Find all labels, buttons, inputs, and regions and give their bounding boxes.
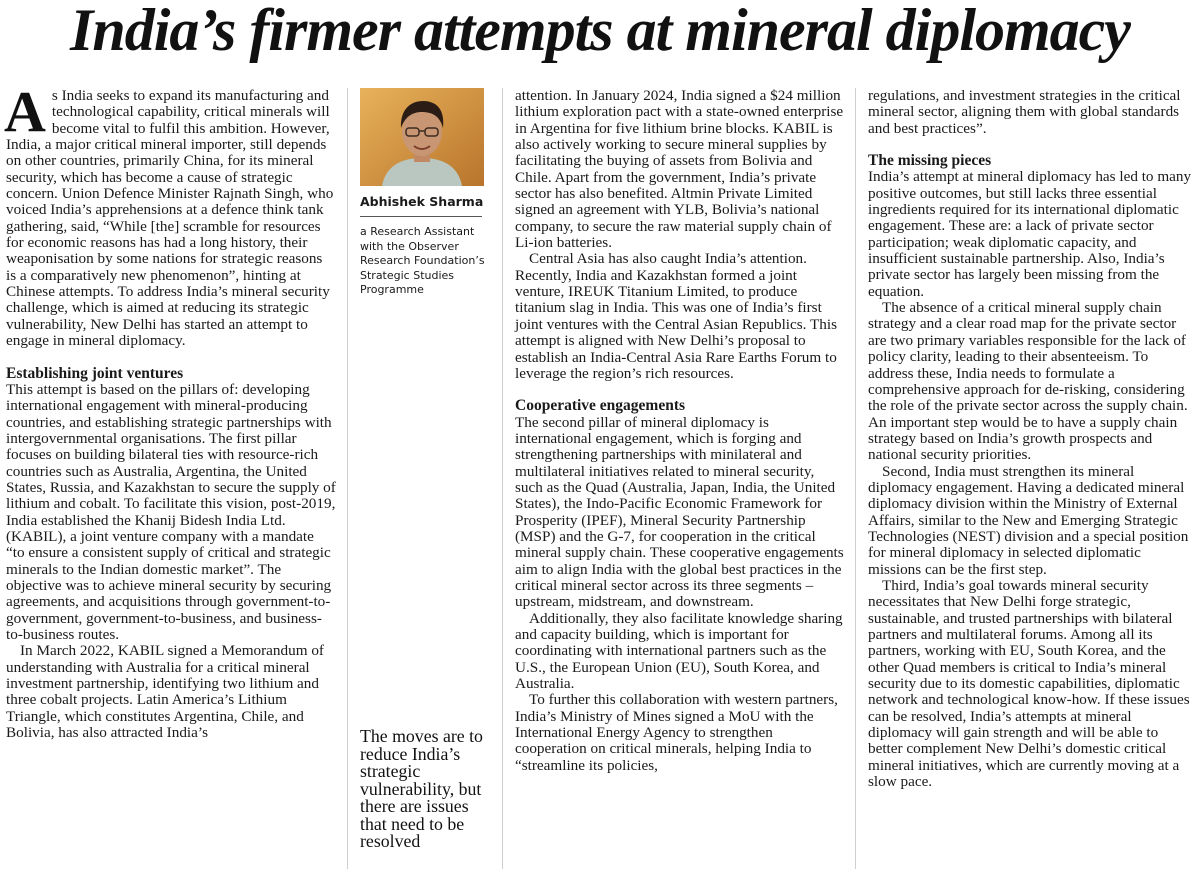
paragraph: Third, India’s goal towards mineral security necessitates that New Delhi forge strategic, sustainable, and trusted partnerships with bilateral partners and multilateral forums. Among all its partners, working with EU, South Korea, and the other Quad members is critical to India’s mineral security due to its domestic capabilities, diplomatic network and technological know-how. If these issues can be resolved, India’s attempts at mineral diplomacy will gain strength and will be able to better complement New Delhi’s domestic critical mineral initiatives, which are currently moving at a slow pace.	[868, 576, 1190, 791]
paragraph: This attempt is based on the pillars of: developing international engagement with mineral-producing countries, and establishing strategic partnerships with intergovernmental organisations. The first pillar focuses on building bilateral ties with resource-rich countries such as Australia, Argentina, the United States, Russia, and Kazakhstan to secure the supply of lithium and cobalt. To facilitate this vision, post-2019, India established the Khanij Bidesh India Ltd. (KABIL), a joint venture company with a mandate “to ensure a consistent supply of critical and strategic minerals to the Indian domestic market”. The objective was to achieve mineral security by securing agreements, and acquisitions through government-to-government, government-to-business, and business-to-business routes.	[6, 380, 336, 643]
paragraph: attention. In January 2024, India signed a $24 million lithium exploration pact with a state-owned enterprise in Argentina for five lithium brine blocks. KABIL is also actively working to secure mineral supplies by facilitating the buying of assets from Bolivia and Chile. Apart from the government, India’s private sector has also benefited. Altmin Private Limited signed an agreement with YLB, Bolivia’s national company, to secure the raw material supply chain of Li-ion batteries.	[515, 87, 844, 252]
column-3	[515, 88, 845, 774]
paragraph: India’s attempt at mineral diplomacy has led to many positive outcomes, but still lacks three essential ingredients required for its international diplomatic engagement. These are: a lack of private sector participation; weak diplomatic capacity, and insufficient sustainable partnership. Also, India’s private sector has largely been missing from the equation.	[868, 168, 1192, 300]
paragraph: regulations, and investment strategies in the critical mineral sector, aligning them with global standards and best practices”.	[868, 87, 1181, 137]
paragraph	[4, 79, 336, 350]
column-rule	[502, 88, 503, 869]
pull-quote: The moves are to reduce India’s strategic vulnerability, but there are issues that need to be resolved	[360, 726, 483, 851]
paragraph: To further this collaboration with western partners, India’s Ministry of Mines signed a MoU with the International Energy Agency to strengthen cooperation on critical minerals, helping India to “streamline its policies,	[515, 691, 838, 774]
subheading: Cooperative engagements	[515, 397, 686, 415]
author-name: Abhishek Sharma	[360, 194, 482, 217]
headline: India’s firmer attempts at mineral diplomacy	[70, 0, 1130, 63]
column-4	[868, 88, 1194, 790]
subheading: Establishing joint ventures	[6, 364, 184, 382]
paragraph-text: s India seeks to expand its manufacturing and technological capability, critical minerals will become vital to fulfil this ambition. However, India, a major critical mineral importer, still depends on other countries, primarily China, for its mineral security, which has become a cause of strategic concern. Union Defence Minister Rajnath Singh, who voiced India’s apprehensions at a defence think tank gathering, said, “While [the] scramble for resources for economic reasons has had a long history, their weaponisation by some nations for strategic reasons is a comparatively new phenomenon”, hinting at Chinese attempts. To address India’s mineral security challenge, which is aimed at reducing its strategic vulnerability, New Delhi has started an attempt to engage in mineral diplomacy.	[6, 87, 334, 350]
paragraph: In March 2022, KABIL signed a Memorandum of understanding with Australia for a critical mineral investment partnership, identifying two lithium and three cobalt projects. Latin America’s Lithium Triangle, which constitutes Argentina, Chile, and Bolivia, has also attracted India’s	[6, 642, 324, 742]
paragraph: The second pillar of mineral diplomacy is international engagement, which is forging and strengthening partnerships with minilateral and multilateral initiatives related to mineral security, such as the Quad (Australia, Japan, India, the United States), the Indo-Pacific Economic Framework for Prosperity (IPEF), Mineral Security Partnership (MSP) and the G-7, for cooperation in the critical mineral supply chain. These cooperative engagements aim to align India with the global best practices in the critical mineral sector across its three segments – upstream, midstream, and downstream.	[515, 413, 844, 611]
author-column	[360, 88, 488, 868]
column-1	[4, 79, 336, 742]
paragraph: Second, India must strengthen its mineral diplomacy engagement. Having a dedicated mineral diplomacy division within the Ministry of External Affairs, similar to the New and Emerging Strategic Technologies (NEST) division and a special position for mineral diplomacy in selected diplomatic missions can be the first step.	[868, 462, 1189, 578]
paragraph: Central Asia has also caught India’s attention. Recently, India and Kazakhstan formed a joint venture, IREUK Titanium Limited, to produce titanium slag in India. This was one of India’s first joint ventures with the Central Asian Republics. This attempt is aligned with New Delhi’s proposal to establish an India-Central Asia Rare Earths Forum to leverage the region’s rich resources.	[515, 250, 837, 382]
paragraph: The absence of a critical mineral supply chain strategy and a clear road map for the private sector are two primary variables responsible for the lack of policy clarity, leading to their absenteeism. To address these, India needs to formulate a comprehensive approach for de-risking, considering the role of the private sector across the supply chain. An important step would be to have a supply chain strategy based on India’s growth prospects and national security priorities.	[868, 299, 1188, 464]
author-bio: a Research Assistant with the Observer Research Foundation’s Strategic Studies Programme	[360, 225, 485, 297]
subheading: The missing pieces	[868, 152, 992, 170]
column-rule	[855, 88, 856, 869]
paragraph: Additionally, they also facilitate knowledge sharing and capacity building, which is important for coordinating with international partners such as the U.S., the European Union (EU), South Korea, and Australia.	[515, 609, 843, 693]
author-photo	[360, 88, 484, 186]
drop-cap: A	[4, 79, 46, 144]
column-rule	[347, 88, 348, 869]
